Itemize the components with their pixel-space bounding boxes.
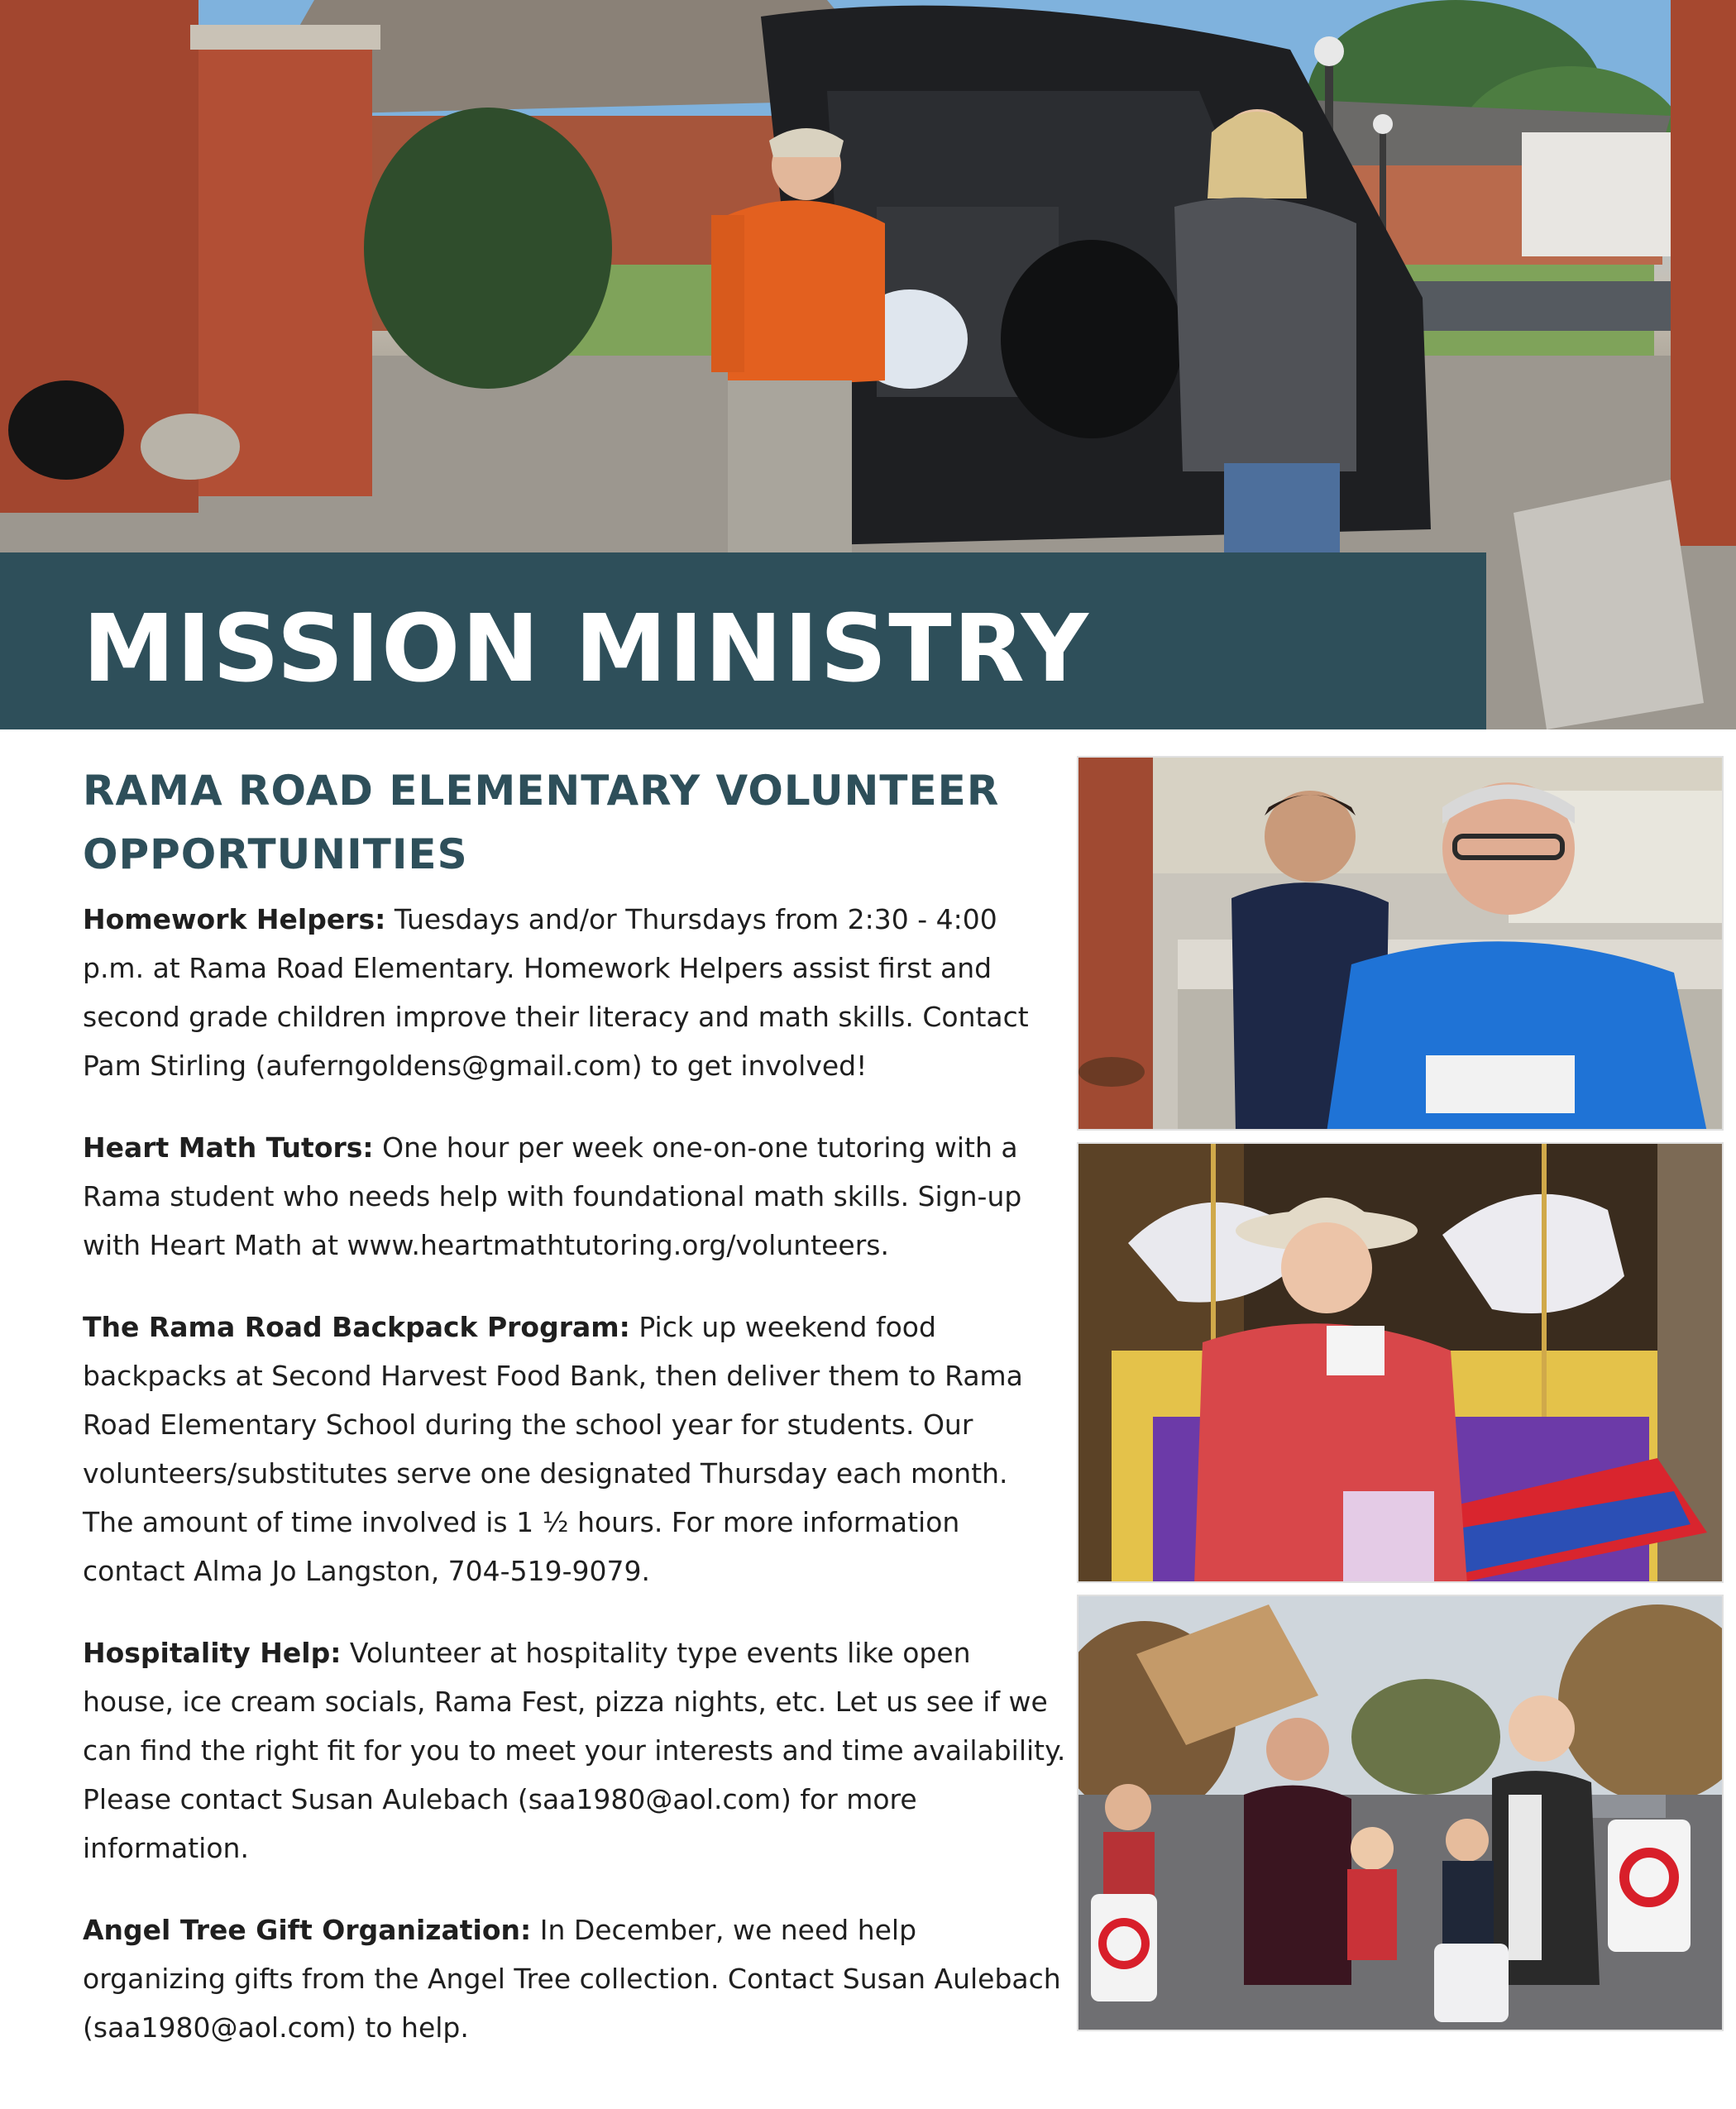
photo-tutor-with-student <box>1077 756 1724 1131</box>
item-text: In December, we need help organizing gifts from the Angel Tree collection. Contact Susan Aulebach (saa1980@aol.com) to help. <box>83 1914 1061 2044</box>
section-heading: RAMA ROAD ELEMENTARY VOLUNTEER OPPORTUNITIES <box>83 767 1000 878</box>
title-banner <box>0 552 1486 729</box>
item-text: Tuesdays and/or Thursdays from 2:30 - 4:00 p.m. at Rama Road Elementary. Homework Helpers assist first and second grade children improve their literacy and math skills. Contact Pam Stirling (auferngoldens@gmail.com) to get involved! <box>83 903 1029 1082</box>
main-content <box>83 759 1067 2085</box>
page-title: MISSION MINISTRY <box>83 595 1090 703</box>
item-label: The Rama Road Backpack Program: <box>83 1311 630 1343</box>
hospitality-help-item <box>83 1628 1067 1872</box>
item-text: Pick up weekend food backpacks at Second Harvest Food Bank, then deliver them to Rama Road Elementary School during the school year for students. Our volunteers/substitutes serve one designated Thursday each month. The amount of time involved is 1 ½ hours. For more information contact Alma Jo Langston, 704-519-9079. <box>83 1311 1023 1587</box>
angel-tree-item <box>83 1906 1067 2052</box>
item-label: Angel Tree Gift Organization: <box>83 1914 532 1946</box>
item-label: Heart Math Tutors: <box>83 1131 374 1164</box>
homework-helpers-item <box>83 895 1067 1090</box>
item-label: Homework Helpers: <box>83 903 386 935</box>
item-text: One hour per week one-on-one tutoring with a Rama student who needs help with foundational math skills. Sign-up with Heart Math at www.heartmathtutoring.org/volunteers. <box>83 1131 1022 1261</box>
item-text: Volunteer at hospitality type events like open house, ice cream socials, Rama Fest, pizza nights, etc. Let us see if we can find the right fit for you to meet your interests and time availability. Please contact Susan Aulebach (saa1980@aol.com) for more information. <box>83 1637 1066 1864</box>
heart-math-tutors-item <box>83 1123 1067 1270</box>
photo-backpack-volunteer <box>1077 1142 1724 1583</box>
backpack-program-item <box>83 1303 1067 1595</box>
item-label: Hospitality Help: <box>83 1637 342 1669</box>
photo-angel-tree-gifts <box>1077 1595 1724 2031</box>
